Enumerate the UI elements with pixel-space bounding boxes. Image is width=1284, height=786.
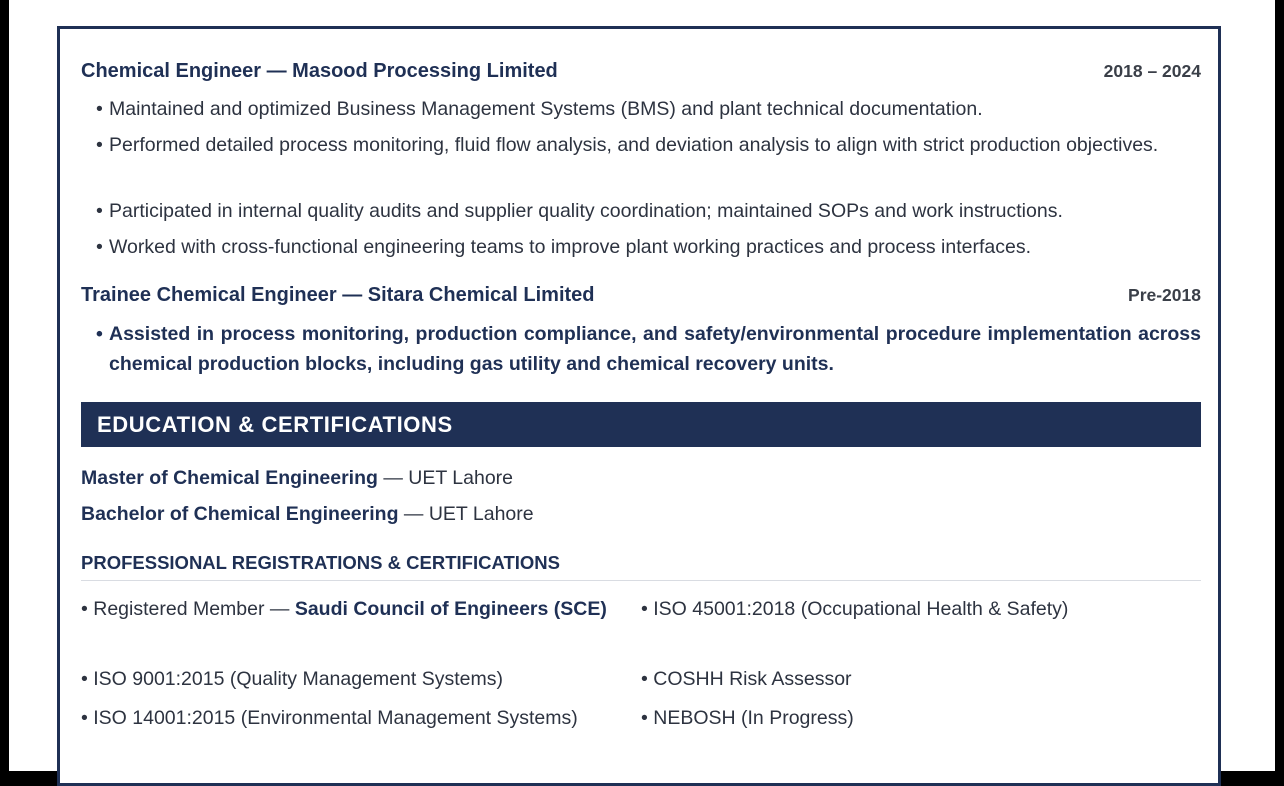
bullet-icon: •	[96, 134, 103, 156]
bullet-icon: •	[96, 98, 103, 120]
cert-text: NEBOSH (In Progress)	[653, 707, 854, 729]
bullet-icon: •	[641, 668, 654, 690]
job-header-masood	[81, 60, 1201, 83]
bullet-text: Assisted in process monitoring, production compliance, and safety/environmental procedure implementation across chemical production blocks, including gas utility and chemical recovery units.	[109, 323, 1201, 375]
cert-item	[81, 594, 626, 624]
degree-item	[81, 467, 513, 490]
bullet-text: Worked with cross-functional engineering teams to improve plant working practices and process interfaces.	[109, 236, 1031, 258]
cert-text: ISO 14001:2015 (Environmental Management Systems)	[93, 707, 578, 729]
bullet-text: Participated in internal quality audits and supplier quality coordination; maintained SOPs and work instructions.	[109, 200, 1063, 222]
degree-item	[81, 503, 534, 526]
job-header-sitara	[81, 284, 1201, 307]
job-title: Chemical Engineer — Masood Processing Limited	[81, 60, 558, 82]
certifications-subheading: PROFESSIONAL REGISTRATIONS & CERTIFICATIONS	[81, 552, 1201, 581]
cert-text: Registered Member —	[93, 598, 295, 620]
bullet-icon: •	[641, 598, 654, 620]
cert-text: COSHH Risk Assessor	[653, 668, 852, 690]
cert-item	[641, 594, 1201, 624]
cert-text: ISO 45001:2018 (Occupational Health & Safety)	[653, 598, 1069, 620]
job-bullet	[96, 319, 1201, 379]
bullet-icon: •	[96, 236, 103, 258]
section-heading-education: EDUCATION & CERTIFICATIONS	[81, 402, 1201, 447]
degree-school: — UET Lahore	[377, 467, 514, 489]
cert-item	[641, 664, 1201, 694]
job-dates: Pre-2018	[1128, 285, 1201, 305]
job-dates: 2018 – 2024	[1103, 61, 1201, 81]
cert-item	[81, 703, 626, 733]
bullet-icon: •	[81, 598, 94, 620]
degree-school: — UET Lahore	[398, 503, 534, 525]
degree-name: Master of Chemical Engineering	[81, 467, 378, 489]
cert-item	[641, 703, 1201, 733]
job-bullet	[96, 94, 1201, 124]
bullet-text: Performed detailed process monitoring, fluid flow analysis, and deviation analysis to align with strict production objectives.	[109, 134, 1159, 156]
job-title: Trainee Chemical Engineer — Sitara Chemical Limited	[81, 284, 595, 306]
job-bullet	[96, 232, 1201, 262]
job-bullet	[96, 196, 1201, 226]
bullet-icon: •	[96, 200, 103, 222]
job-bullet	[96, 130, 1201, 160]
bullet-icon: •	[81, 707, 94, 729]
bullet-icon: •	[81, 668, 94, 690]
bullet-text: Maintained and optimized Business Management Systems (BMS) and plant technical documentation.	[109, 98, 983, 120]
bullet-icon: •	[641, 707, 654, 729]
cert-item	[81, 664, 626, 694]
bullet-icon: •	[96, 323, 103, 345]
cert-strong-text: Saudi Council of Engineers (SCE)	[294, 598, 607, 620]
degree-name: Bachelor of Chemical Engineering	[81, 503, 399, 525]
cert-text: ISO 9001:2015 (Quality Management Systems)	[93, 668, 503, 690]
